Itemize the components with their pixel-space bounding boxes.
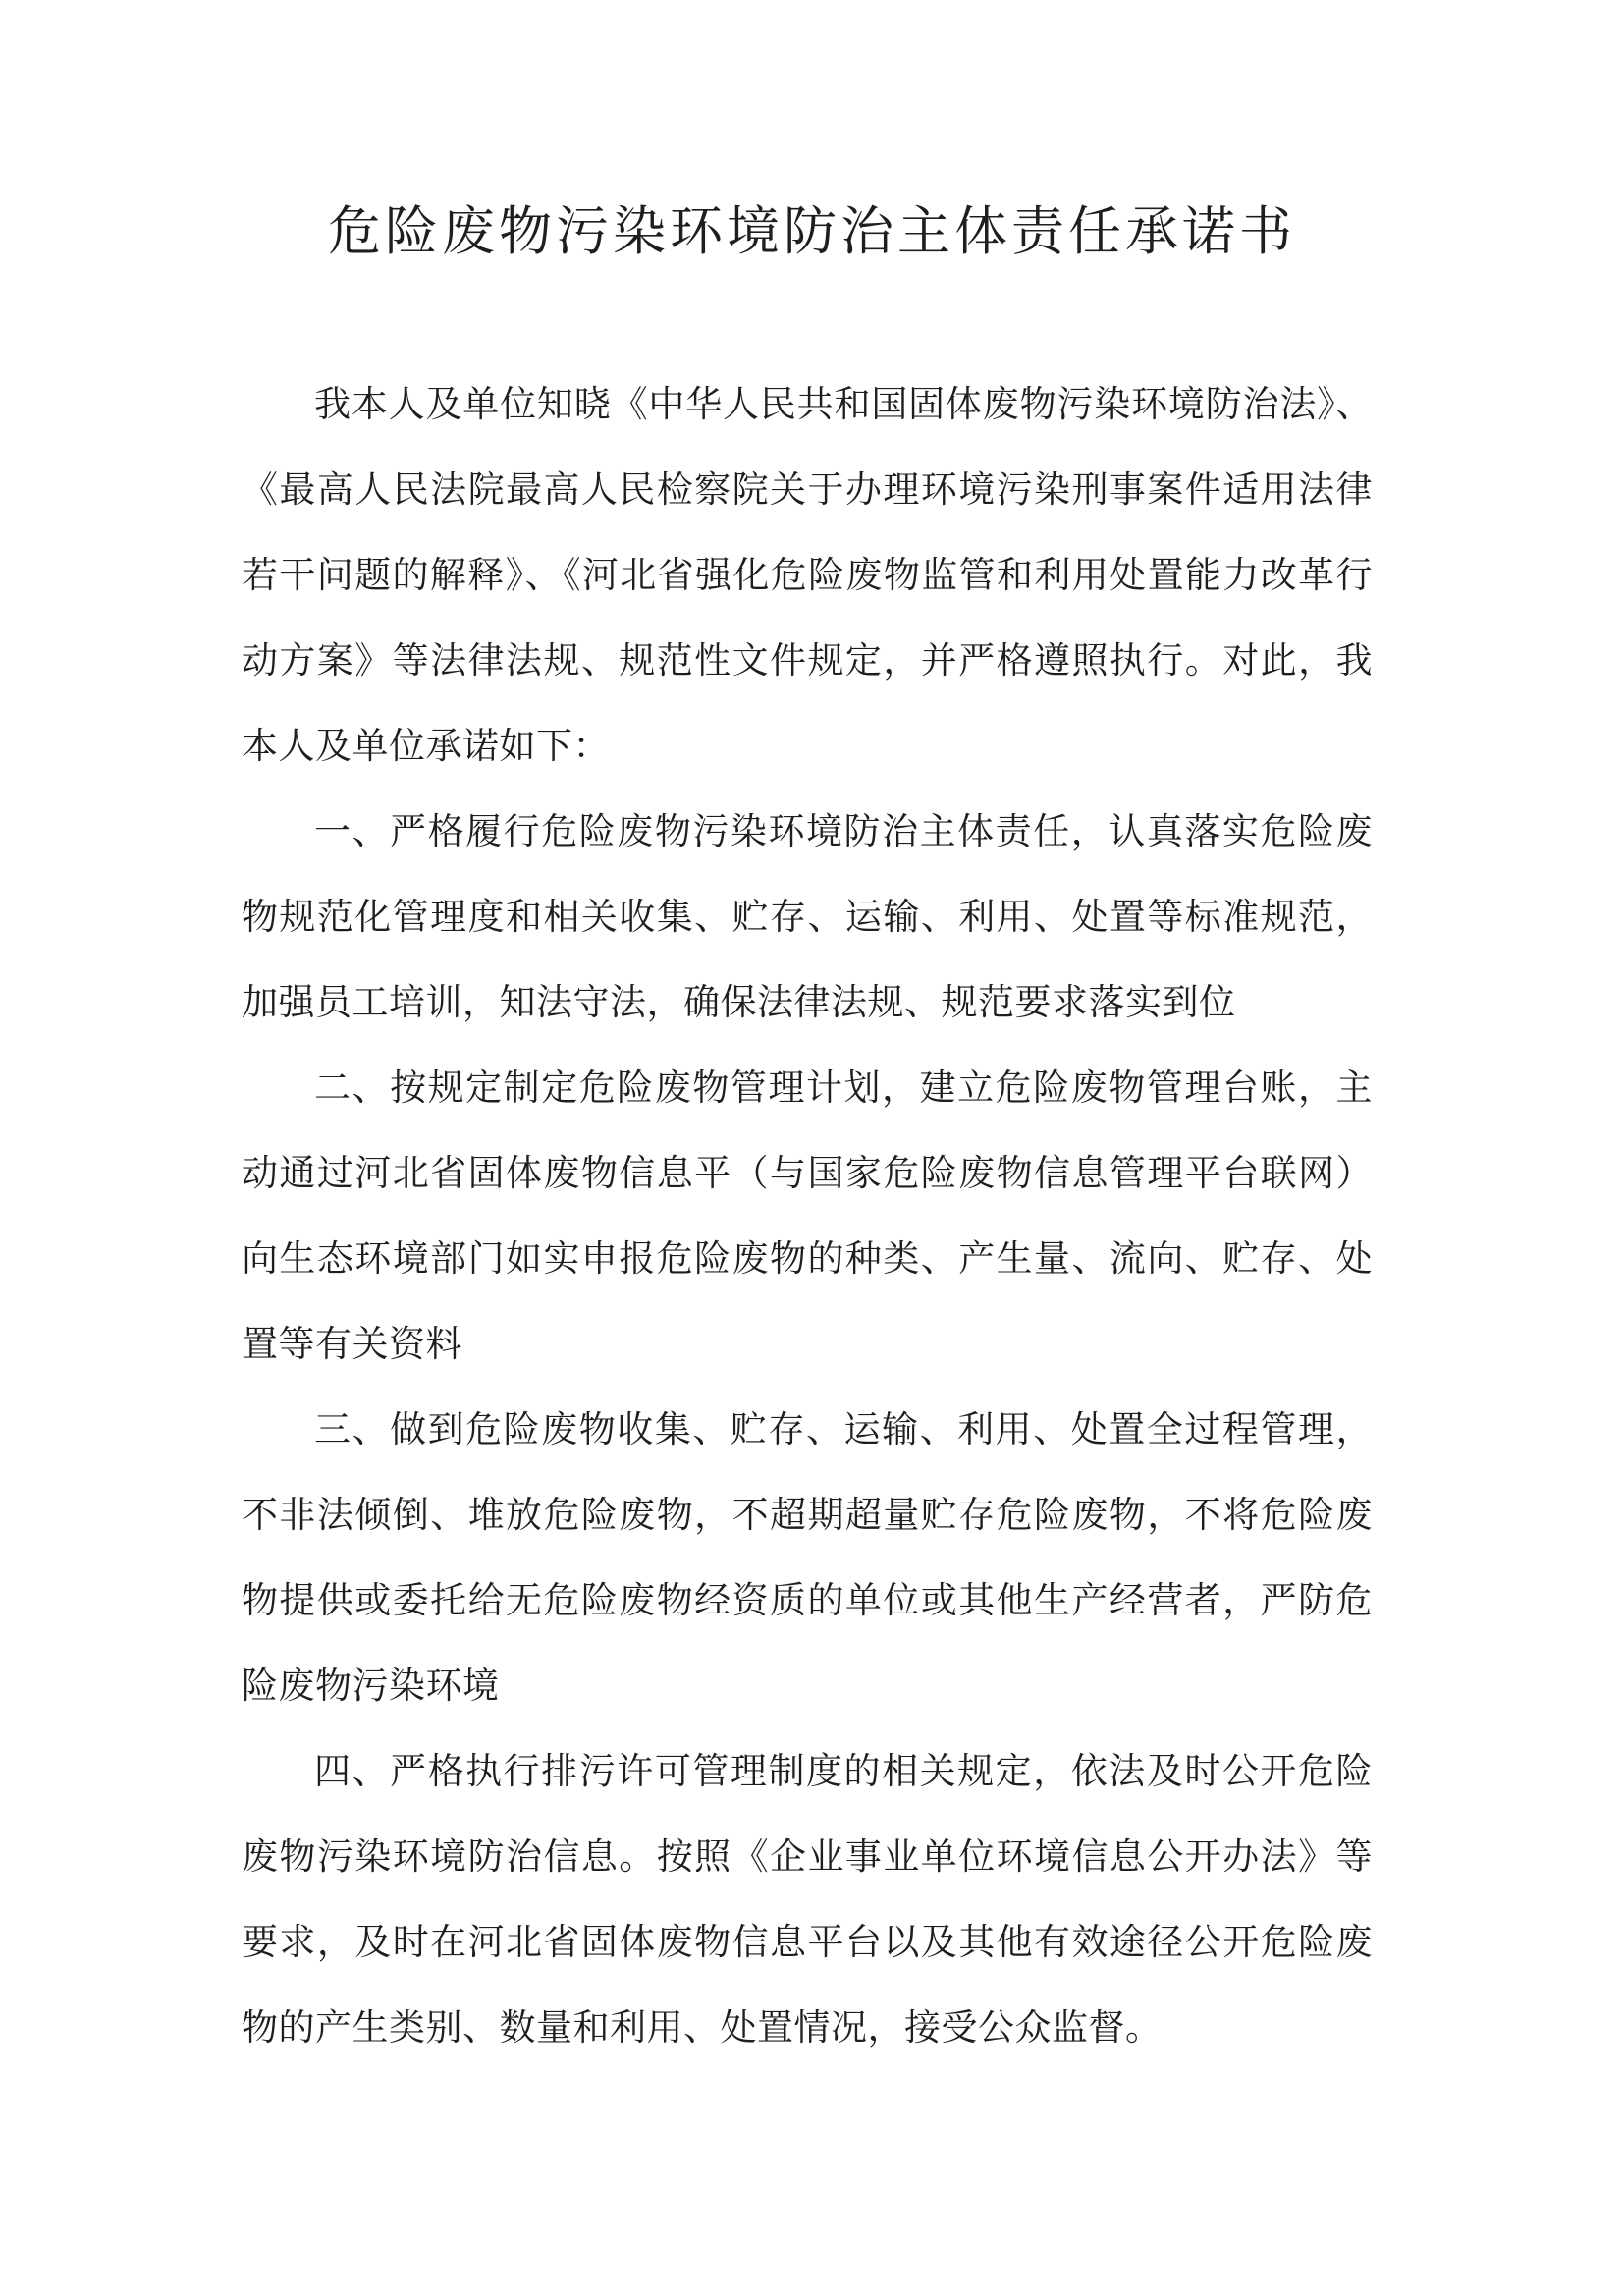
paragraph-item-3: 三、做到危险废物收集、贮存、运输、利用、处置全过程管理，不非法倾倒、堆放危险废物，不超期超量贮存危险废物，不将危险废物提供或委托给无危险废物经资质的单位或其他生产经营者，严防危险废物污染环境 xyxy=(242,1408,1373,1707)
paragraph-intro: 我本人及单位知晓《中华人民共和国固体废物污染环境防治法》、《最高人民法院最高人民检察院关于办理环境污染刑事案件适用法律若干问题的解释》、《河北省强化危险废物监管和利用处置能力改革行动方案》等法律法规、规范性文件规定，并严格遵照执行。对此，我本人及单位承诺如下： xyxy=(242,383,1373,767)
paragraph-item-1: 一、严格履行危险废物污染环境防治主体责任，认真落实危险废物规范化管理度和相关收集、贮存、运输、利用、处置等标准规范，加强员工培训，知法守法，确保法律法规、规范要求落实到位 xyxy=(242,810,1373,1023)
paragraph-item-2: 二、按规定制定危险废物管理计划，建立危险废物管理台账，主动通过河北省固体废物信息平（与国家危险废物信息管理平台联网）向生态环境部门如实申报危险废物的种类、产生量、流向、贮存、处置等有关资料 xyxy=(242,1066,1373,1365)
document-title: 危险废物污染环境防治主体责任承诺书 xyxy=(328,200,1296,262)
document-body xyxy=(242,361,1373,2070)
paragraph-item-4: 四、严格执行排污许可管理制度的相关规定，依法及时公开危险废物污染环境防治信息。按照《企业事业单位环境信息公开办法》等要求，及时在河北省固体废物信息平台以及其他有效途径公开危险废物的产生类别、数量和利用、处置情况，接受公众监督。 xyxy=(242,1750,1373,2049)
